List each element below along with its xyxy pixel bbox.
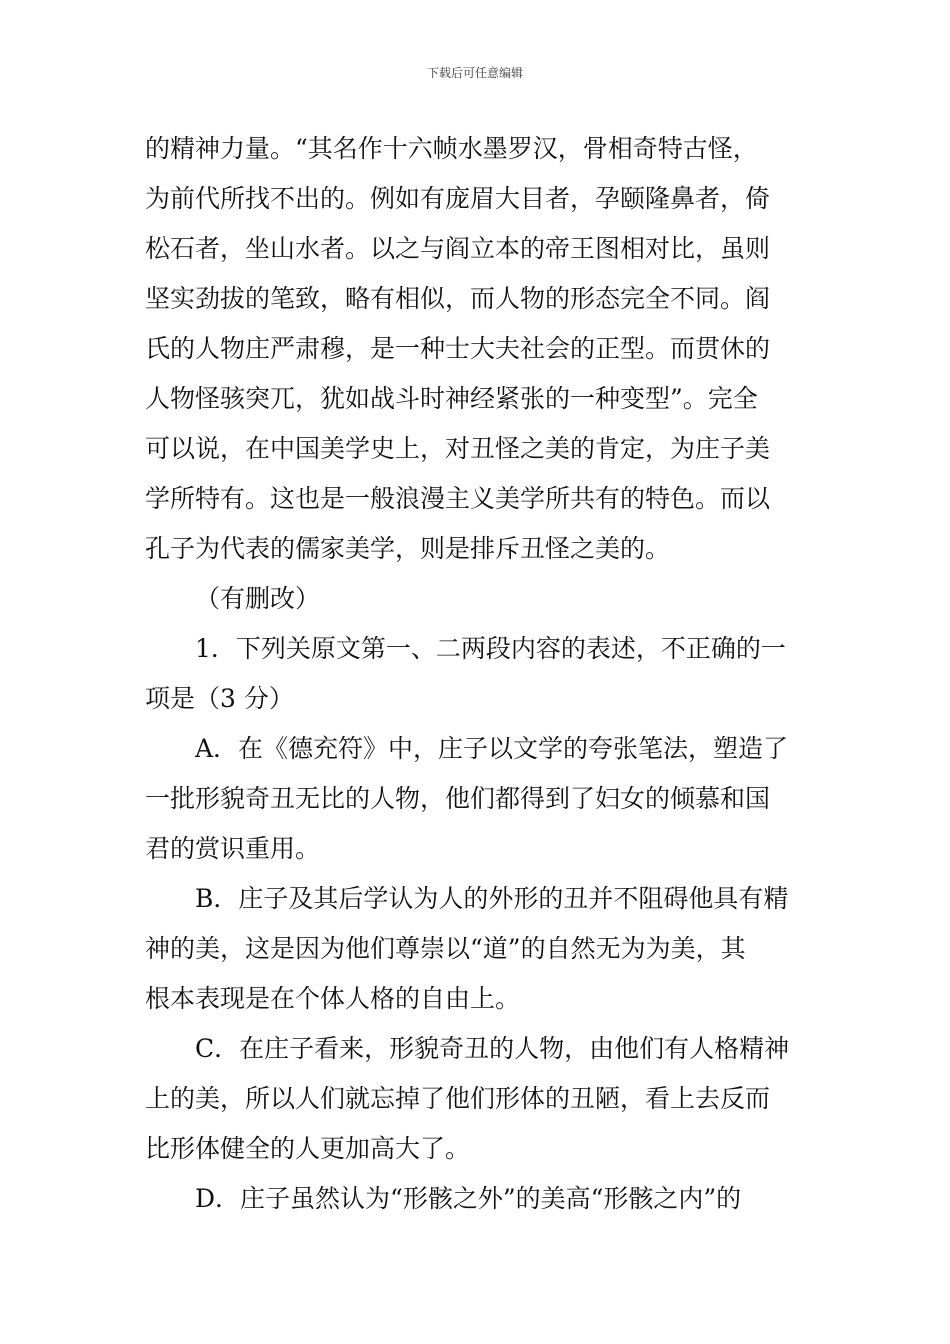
option-b <box>145 874 807 1024</box>
text-line: 神的美，这是因为他们尊崇以“道”的自然无为为美，其 <box>145 934 746 963</box>
text-line: 上的美，所以人们就忘掉了他们形体的丑陋，看上去反而 <box>145 1084 771 1113</box>
text-line: 孔子为代表的儒家美学，则是排斥丑怪之美的。 <box>145 534 671 563</box>
paragraph-quote <box>145 124 807 574</box>
page-header: 下载后可任意编辑 <box>426 66 523 80</box>
text-line: 氏的人物庄严肃穆，是一种士大夫社会的正型。而贯休的 <box>145 334 771 363</box>
option-d <box>145 1174 807 1224</box>
option-c <box>145 1024 807 1174</box>
option-a <box>145 724 807 874</box>
text-line: 为前代所找不出的。例如有庞眉大目者，孕颐隆鼻者，倚 <box>145 184 771 213</box>
text-line: 君的赏识重用。 <box>145 834 321 863</box>
source-note <box>145 574 807 624</box>
document-body <box>145 124 807 1224</box>
text-line: 项是（3 分） <box>145 684 294 713</box>
text-line: 松石者，坐山水者。以之与阎立本的帝王图相对比，虽则 <box>145 234 771 263</box>
text-line: 的精神力量。“其名作十六帧水墨罗汉，骨相奇特古怪， <box>145 134 758 163</box>
text-line: 一批形貌奇丑无比的人物，他们都得到了妇女的倾慕和国 <box>145 784 771 813</box>
text-line: C．在庄子看来，形貌奇丑的人物，由他们有人格精神 <box>195 1034 790 1063</box>
text-line: 可以说，在中国美学史上，对丑怪之美的肯定，为庄子美 <box>145 434 771 463</box>
text-line: 比形体健全的人更加高大了。 <box>145 1134 471 1163</box>
text-line: B．庄子及其后学认为人的外形的丑并不阻碍他具有精 <box>195 884 789 913</box>
text-line: 根本表现是在个体人格的自由上。 <box>145 984 521 1013</box>
text-line: （有删改） <box>195 584 321 613</box>
text-line: A．在《德充符》中，庄子以文学的夸张笔法，塑造了 <box>195 734 789 763</box>
question-1 <box>145 624 807 724</box>
text-line: 坚实劲拔的笔致，略有相似，而人物的形态完全不同。阎 <box>145 284 771 313</box>
text-line: 1．下列关原文第一、二两段内容的表述，不正确的一 <box>195 634 786 663</box>
text-line: 学所特有。这也是一般浪漫主义美学所共有的特色。而以 <box>145 484 771 513</box>
text-line: 人物怪骇突兀，犹如战斗时神经紧张的一种变型”。完全 <box>145 384 758 413</box>
text-line: D．庄子虽然认为“形骸之外”的美高“形骸之内”的 <box>195 1184 742 1213</box>
